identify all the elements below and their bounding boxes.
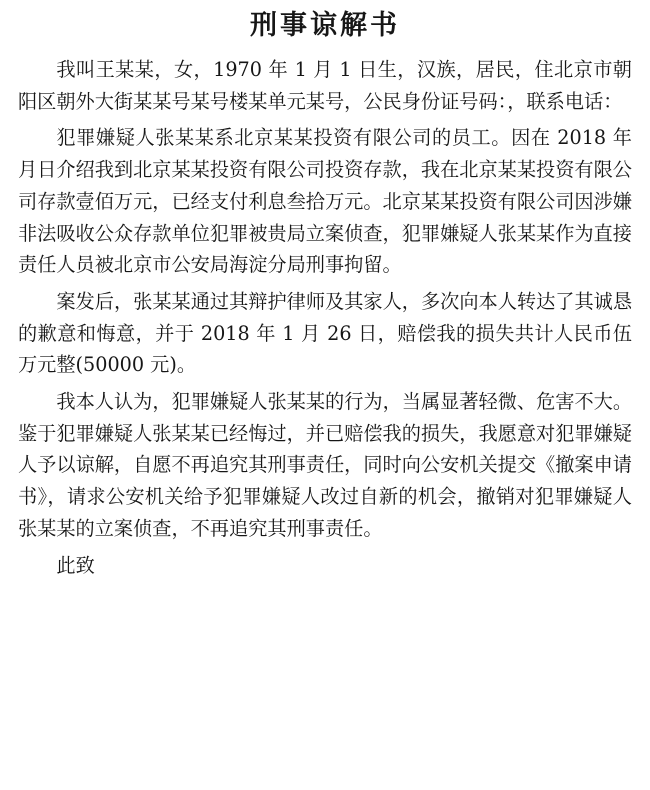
- paragraph-personal-info: 我叫王某某，女，1970 年 1 月 1 日生，汉族，居民，住北京市朝阳区朝外大街某某号某号楼某单元某号，公民身份证号码：，联系电话：: [18, 58, 632, 113]
- paragraph-case-background: 犯罪嫌疑人张某某系北京某某投资有限公司的员工。因在 2018 年月日介绍我到北京某某投资有限公司投资存款，我在北京某某投资有限公司存款壹佰万元，已经支付利息叁拾万元。北京某某投资有限公司因涉嫌非法吸收公众存款单位犯罪被贵局立案侦查，犯罪嫌疑人张某某作为直接责任人员被北京市公安局海淀分局刑事拘留。: [18, 126, 632, 277]
- document-title: 刑事谅解书: [250, 10, 400, 41]
- paragraph-compensation: 案发后，张某某通过其辩护律师及其家人，多次向本人转达了其诚恳的歉意和悔意，并于 2018 年 1 月 26 日，赔偿我的损失共计人民币伍万元整(50000 元)。: [18, 289, 633, 377]
- paragraph-forgiveness: 我本人认为，犯罪嫌疑人张某某的行为，当属显著轻微、危害不大。鉴于犯罪嫌疑人张某某已经悔过，并已赔偿我的损失，我愿意对犯罪嫌疑人予以谅解，自愿不再追究其刑事责任，同时向公安机关提交《撤案申请书》，请求公安机关给予犯罪嫌疑人改过自新的机会，撤销对犯罪嫌疑人张某某的立案侦查，不再追究其刑事责任。: [18, 390, 633, 540]
- closing-salutation: 此致: [56, 553, 95, 577]
